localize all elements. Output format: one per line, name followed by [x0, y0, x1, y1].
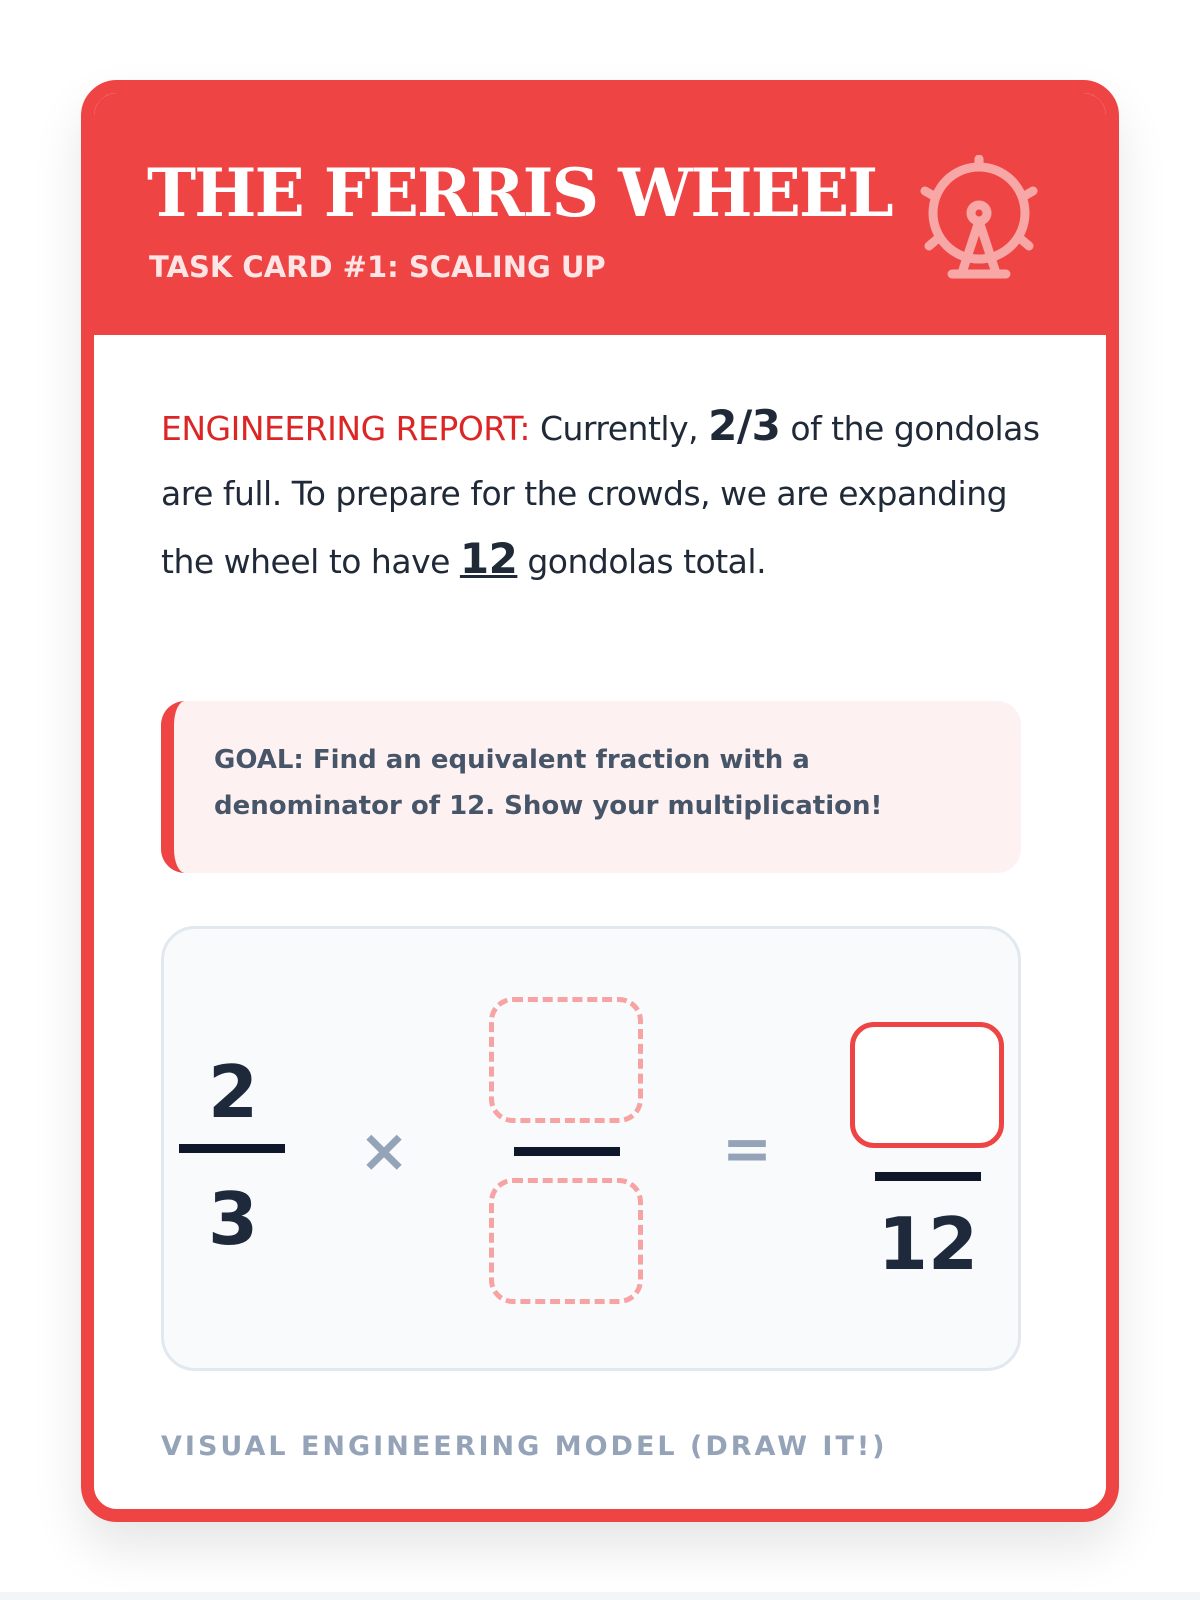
page-bottom-strip [0, 1592, 1200, 1600]
card-title: THE FERRIS WHEEL [147, 154, 892, 232]
card-header [94, 93, 1106, 335]
result-numerator-input[interactable] [850, 1022, 1004, 1148]
goal-callout [161, 701, 1021, 873]
result-denominator: 12 [877, 1202, 979, 1286]
report-text-2: of the gondolas are full. To prepare for the crowds, we are expanding the wheel to have [161, 409, 1040, 581]
report-label: ENGINEERING REPORT: [161, 409, 530, 448]
report-text-1: Currently, [529, 409, 709, 448]
report-total: 12 [459, 534, 518, 583]
equals-sign: = [721, 1114, 773, 1184]
report-fraction: 2/3 [708, 401, 781, 450]
card-subtitle: TASK CARD #1: SCALING UP [149, 250, 606, 284]
multiplier-denominator-input[interactable] [489, 1178, 643, 1304]
visual-model-heading: VISUAL ENGINEERING MODEL (DRAW IT!) [161, 1431, 888, 1462]
given-numerator: 2 [207, 1050, 259, 1134]
task-card [81, 80, 1119, 1522]
multiplier-numerator-input[interactable] [489, 997, 643, 1123]
ferris-wheel-icon [920, 155, 1038, 283]
engineering-report [161, 393, 1041, 594]
given-fraction-bar [179, 1144, 285, 1153]
equation-panel [161, 926, 1021, 1371]
goal-text: GOAL: Find an equivalent fraction with a denominator of 12. Show your multiplication! [214, 745, 883, 821]
result-fraction-bar [875, 1172, 981, 1181]
times-sign: × [358, 1116, 410, 1186]
multiplier-fraction-bar [514, 1147, 620, 1156]
given-denominator: 3 [207, 1177, 259, 1261]
report-text-3: gondolas total. [517, 542, 767, 581]
